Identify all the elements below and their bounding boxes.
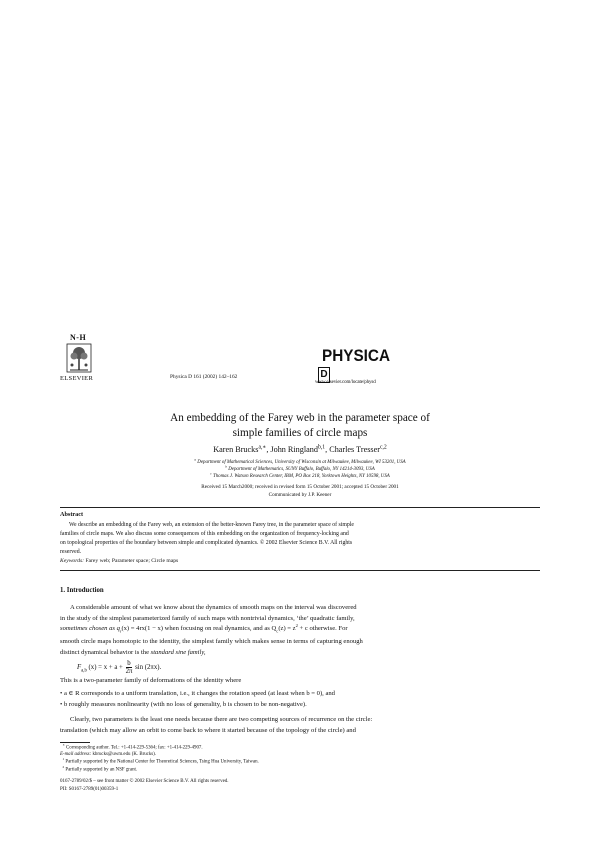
abstract-line-3: on topological properties of the boundary between simple and complicated dynamics. © 2002 Elsevier Science B.V. All rights — [60, 540, 353, 546]
author-3-sup: c,2 — [379, 444, 387, 451]
keywords-list: Farey web; Parameter space; Circle maps — [85, 558, 179, 564]
physica-wordmark: PHYSICA — [322, 346, 391, 365]
p1-line-3: sometimes chosen as $q_r(x) = 4rx(1 - x)$ when focusing on real dynamics, and as $Q_c(z) = z^2 + c$ otherwise. For — [60, 623, 348, 634]
received-line: Received 15 March2000; received in revised form 15 October 2001; accepted 15 October 2001 — [201, 484, 399, 490]
affiliations — [60, 459, 540, 480]
footnotes — [60, 745, 540, 774]
physica-logo — [320, 346, 402, 380]
tree-emblem-icon — [66, 343, 92, 373]
footnote-email: E-mail address: kbrucks@uwm.edu (K. Brucks). — [60, 752, 157, 758]
pii-line: PII: S0167-2789(01)00359-1 — [60, 786, 119, 792]
author-2-sup: b,1 — [317, 444, 326, 451]
author-1: Karen Brucks — [213, 445, 259, 454]
affiliation-c: $^c$ Thomas J. Watson Research Center, IBM, PO Box 218, Yorktown Heights, NY 10598, USA — [210, 471, 390, 479]
footnote-1: $^1$ Partially supported by the National Center for Theoretical Sciences, Tsing Hua University, Taiwan. — [62, 757, 259, 765]
journal-url[interactable]: www.elsevier.com/locate/physd — [315, 380, 376, 385]
p1-line-4: smooth circle maps homotopic to the identity, the simplest family which makes sense in terms of capturing enough — [60, 638, 363, 646]
abstract-heading: Abstract — [60, 511, 84, 518]
abstract-top-rule — [60, 507, 540, 508]
author-list: Karen Brucks$^{a,∗}$, John Ringland$^{b,1}$, Charles Tresser$^{c,2}$ — [213, 444, 387, 454]
issn-line: 0167-2789/02/$ – see front matter © 2002 Elsevier Science B.V. All rights reserved. — [60, 779, 229, 784]
abstract-bottom-rule — [60, 570, 540, 571]
abstract-line-1: We describe an embedding of the Farey web, an extension of the better-known Farey tree, in the parameter space of simple — [69, 522, 354, 528]
elsevier-logo — [60, 333, 100, 383]
p3-line-1: Clearly, two parameters is the least one needs because there are two competing sources of recurrence on the circle: — [70, 716, 373, 723]
author-2: John Ringland — [270, 445, 318, 454]
section-heading-introduction: 1. Introduction — [60, 587, 104, 594]
footnote-corresponding: ∗ Corresponding author. Tel.: +1-414-229-5364; fax: +1-414-229-4907. — [62, 743, 203, 751]
received-dates — [60, 483, 540, 499]
abstract-body — [60, 521, 540, 557]
intro-paragraph-2: This is a two-parameter family of deformations of the identity where — [60, 677, 242, 684]
communicated-line: Communicated by J.P. Keener — [268, 492, 332, 498]
affiliation-a: $^a$ Department of Mathematical Sciences, University of Wisconsin at Milwaukee, Milwaukee, WI 53201, USA — [194, 457, 406, 465]
keywords — [60, 558, 178, 564]
bottom-matter — [60, 778, 540, 793]
author-3: Charles Tresser — [329, 445, 380, 454]
abstract-line-4: reserved. — [60, 549, 82, 555]
p3-line-2: translation (which may allow an orbit to come back to where it started because of the topology of the circle) and — [60, 726, 356, 734]
abstract-line-2: families of circle maps. We also discuss some consequences of this embedding on the organization of frequency-locking and — [60, 531, 349, 537]
intro-paragraph-1 — [60, 603, 540, 658]
paper-title — [60, 411, 540, 440]
bullet-list — [60, 689, 540, 710]
p1-line-5: distinct dynamical behavior is the standard sine family, — [60, 648, 206, 656]
footnote-2: $^2$ Partially supported by an NSF grant. — [62, 764, 138, 773]
affiliation-b: $^b$ Department of Mathematics, SUNY Buffalo, Buffalo, NY 14214-3093, USA — [225, 464, 375, 472]
bullet-item-1: • a ∈ R corresponds to a uniform translation, i.e., it changes the rotation speed (at least when b = 0), and — [60, 690, 335, 697]
bullet-item-2: • b roughly measures nonlinearity (with no loss of generality, b is chosen to be non-negative). — [60, 700, 307, 708]
journal-reference: Physica D 161 (2002) 142–162 — [170, 374, 238, 380]
p1-line-1: A considerable amount of what we know about the dynamics of smooth maps on the interval was discovered — [70, 604, 357, 611]
sine-family-formula: $F_{a,b}$ (x) = x + a + $\frac{b}{2\pi}$ sin (2πx). — [77, 660, 162, 675]
intro-paragraph-3 — [60, 715, 540, 736]
publisher-name: ELSEVIER — [60, 375, 94, 382]
keywords-label: Keywords: — [60, 558, 85, 564]
publisher-abbrev: N-H — [70, 333, 87, 342]
author-1-sup: a,∗ — [258, 444, 267, 451]
title-line-2: simple families of circle maps — [232, 426, 368, 439]
title-line-1: An embedding of the Farey web in the parameter space of — [170, 412, 430, 424]
p1-line-2: in the study of the simplest parameterized family of such maps with nontrivial dynamics, ‘the’ quadratic family, — [60, 614, 355, 622]
physica-letter-box: D — [318, 367, 330, 383]
